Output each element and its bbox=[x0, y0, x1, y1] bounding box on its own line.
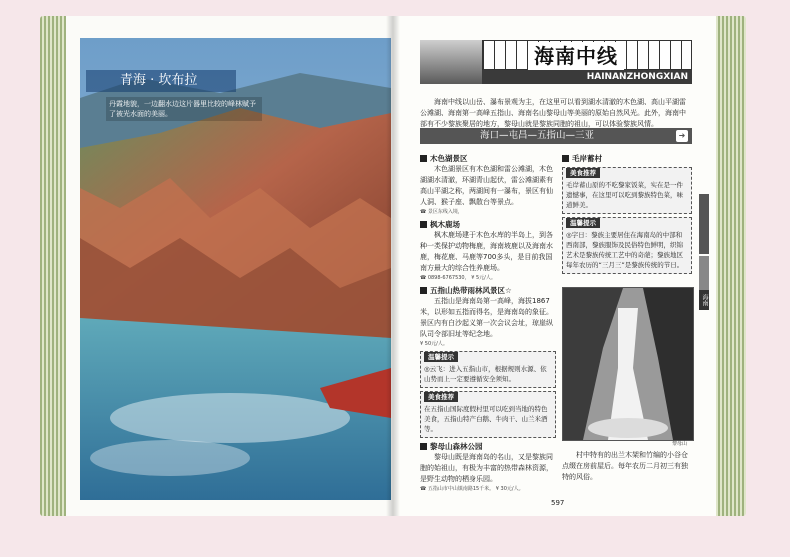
side-tab bbox=[699, 194, 709, 254]
tips-box-2 bbox=[562, 217, 692, 274]
book-edge-right bbox=[716, 16, 746, 516]
chapter-title: 海南中线 bbox=[528, 42, 624, 70]
right-column bbox=[562, 150, 692, 277]
arrow-icon: ➜ bbox=[676, 130, 688, 142]
section-info: ¥ 50元/人。 bbox=[420, 341, 448, 347]
food-tag: 美食推荐 bbox=[424, 392, 458, 402]
book-gutter bbox=[386, 16, 400, 516]
tips-box bbox=[420, 351, 556, 388]
food-text-2: 毛岸蓄山原的不吃黎家饭菜，实在是一件遗憾事，在这里可以吃到黎族特色菜，味道鲜美。 bbox=[566, 181, 683, 209]
section-heading: 毛岸蓄村 bbox=[562, 153, 692, 164]
section-info: ☎ 景区东线入境， bbox=[420, 209, 463, 215]
tips-text-2: ◎字日：黎族主要居住在海南岛的中部和西南部，黎族服饰及民俗特色鲜明，织锦艺术是黎族传统工艺中的奇葩；黎族地区每年农历的“三月三”是黎族传统的节日。 bbox=[566, 231, 684, 269]
route-text: 海口—屯昌—五指山—三亚 bbox=[480, 130, 595, 141]
section-text: 五指山是海南岛第一高峰，海拔1867米，以形如五指而得名，是海南岛的象征。景区内有白沙起义第一次会议会址，琼崖纵队司令部旧址等纪念地。 bbox=[420, 297, 553, 338]
photo-caption: 丹霞地貌，一边翻水边这片器里比较的峰林赋予了被光水面的美丽。 bbox=[106, 97, 262, 121]
side-tab-region: 海南 bbox=[699, 290, 709, 310]
section-heading: 枫木鹿场 bbox=[420, 219, 556, 230]
bullet-icon bbox=[562, 155, 569, 162]
waterfall-photo bbox=[562, 287, 694, 441]
food-tag-2: 美食推荐 bbox=[566, 168, 600, 178]
section-heading: 五指山热带雨林风景区☆ bbox=[420, 285, 556, 296]
tips-text: ◎云飞：进入五指山市，根据规则水源、依山势而上一定要遵循安全须知。 bbox=[424, 365, 547, 383]
page-number: 597 bbox=[551, 499, 565, 507]
section-info: ☎ 0898-6767530， ¥ 5元/人。 bbox=[420, 275, 496, 281]
section-heading: 木色湖景区 bbox=[420, 153, 556, 164]
section-text: 枫木鹿场建于木色水库的半岛上，到各种一类保护动物梅鹿，海南坡鹿以及海南水鹿，梅花鹿、马鹿等700多头，是目前我国南方最大的综合性养鹿场。 bbox=[420, 231, 553, 272]
waterfall-caption: 黎母山 bbox=[672, 441, 688, 447]
landscape-photo bbox=[80, 38, 391, 500]
tips-tag: 温馨提示 bbox=[424, 352, 458, 362]
chapter-pinyin: HAINANZHONGXIAN bbox=[482, 70, 692, 84]
photo-title: 青海 · 坎布拉 bbox=[86, 70, 236, 92]
bullet-icon bbox=[420, 221, 427, 228]
route-bar bbox=[420, 128, 692, 144]
intro-paragraph: 海南中线以山岳、瀑布景观为主，在这里可以看到湖水清澈的木色湖、高山平湖雷公滩湖、海南第一高峰五指山、海南名山黎母山等美丽的原始自然风光。此外，海南中部有不少黎族聚居的地方，黎母山就是黎族同胞的祖山，可以体验黎族风情。 bbox=[420, 98, 686, 128]
lower-text: 村中特有的出兰木架和竹编的小谷仓点缀在房前屋后。每年农历二月初三有独特的风俗。 bbox=[562, 451, 688, 481]
food-text: 在五指山国际度假村里可以吃到当地的特色美食，五指山特产白鹅、牛肉干、山兰米酒等。 bbox=[424, 405, 548, 433]
chapter-header bbox=[420, 40, 692, 84]
left-column bbox=[420, 150, 556, 493]
bullet-icon bbox=[420, 155, 427, 162]
header-photo bbox=[420, 40, 482, 84]
book-edge-left bbox=[40, 16, 66, 516]
tips-tag-2: 温馨提示 bbox=[566, 218, 600, 228]
section-text: 黎母山既是海南岛的名山，又是黎族同胞的始祖山，有极为丰富的热带森林资源，是野生动物的栖身乐园。 bbox=[420, 453, 553, 483]
section-info: ☎ 五指山市中山镇南路15千米。 ¥ 30元/人。 bbox=[420, 486, 524, 492]
food-box bbox=[420, 391, 556, 438]
bullet-icon bbox=[420, 443, 427, 450]
bullet-icon bbox=[420, 287, 427, 294]
food-box-2 bbox=[562, 167, 692, 214]
section-text: 木色湖景区有木色湖和雷公滩湖，木色湖湖水清澈，环湖青山起伏，雷公滩湖素有高山平湖之称，两湖间有一瀑布，景区有仙人洞、猴子座、飘散台等景点。 bbox=[420, 165, 553, 206]
section-heading: 黎母山森林公园 bbox=[420, 441, 556, 452]
